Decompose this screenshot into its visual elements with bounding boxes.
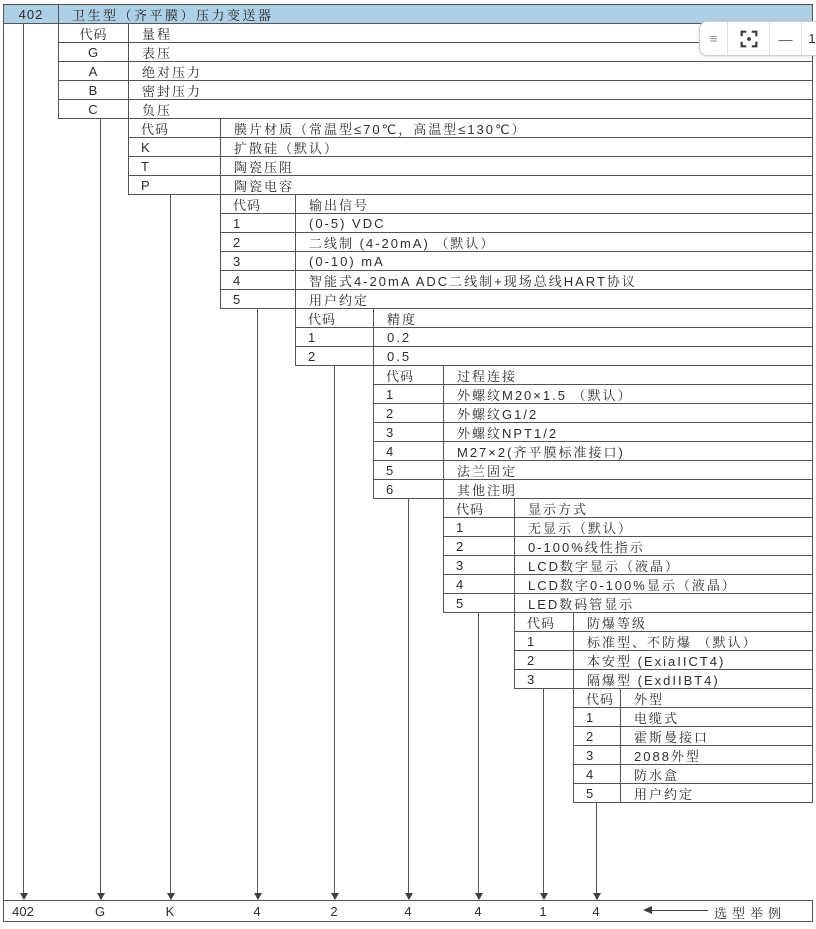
code-value: 3	[233, 253, 242, 269]
label-text: 表压	[142, 45, 173, 61]
label-cell	[221, 157, 812, 175]
section-header-row	[573, 688, 813, 708]
label-text: 外螺纹NPT1/2	[457, 425, 559, 441]
fit-screen-button[interactable]	[727, 22, 769, 55]
code-value: 5	[233, 291, 242, 307]
code-value: 4	[586, 766, 595, 782]
selector-drop-line	[170, 194, 171, 899]
example-code-value: K	[165, 904, 175, 919]
label-text: (0-10) mA	[309, 253, 385, 269]
label-text: 卫生型（齐平膜）压力变送器	[72, 7, 274, 23]
code-cell	[444, 575, 515, 593]
label-text: 过程连接	[457, 368, 518, 384]
menu-button[interactable]	[700, 22, 727, 55]
label-cell	[621, 689, 812, 707]
code-value: A	[88, 63, 99, 79]
label-text: M27×2(齐平膜标准接口)	[457, 444, 625, 460]
option-row	[128, 156, 813, 176]
down-arrow-icon	[167, 893, 175, 900]
code-cell	[574, 708, 621, 726]
label-text: 陶瓷压阻	[234, 159, 295, 175]
option-row	[373, 441, 813, 461]
label-cell	[221, 119, 812, 137]
section-header-row	[128, 118, 813, 138]
code-value: 代码	[386, 368, 415, 384]
label-text: 输出信号	[309, 197, 370, 213]
code-cell	[374, 480, 444, 498]
code-cell	[221, 271, 296, 289]
code-cell	[221, 195, 296, 213]
code-value: 4	[386, 443, 395, 459]
option-row	[58, 80, 813, 100]
label-cell	[59, 5, 812, 23]
code-cell	[129, 119, 221, 137]
code-cell	[221, 233, 296, 251]
code-cell	[515, 632, 574, 650]
label-text: 显示方式	[528, 501, 589, 517]
code-value: 1	[527, 633, 536, 649]
section-header-row	[295, 308, 813, 328]
label-cell	[296, 214, 812, 232]
down-arrow-icon	[540, 893, 548, 900]
code-value: 3	[386, 424, 395, 440]
option-row	[443, 593, 813, 613]
code-value: 5	[586, 785, 595, 801]
selector-drop-line	[543, 688, 544, 899]
example-label: 选型举例	[714, 906, 787, 921]
code-value: 3	[586, 747, 595, 763]
label-text: 2088外型	[634, 748, 701, 764]
label-text: 外型	[634, 691, 665, 707]
code-value: 3	[527, 671, 536, 687]
code-value: 代码	[586, 691, 615, 707]
label-cell	[515, 499, 812, 517]
code-value: 4	[456, 576, 465, 592]
option-row	[443, 536, 813, 556]
code-cell	[374, 423, 444, 441]
label-cell	[621, 746, 812, 764]
label-cell	[129, 81, 812, 99]
section-header-row	[220, 194, 813, 214]
label-cell	[444, 461, 812, 479]
code-value: 2	[527, 652, 536, 668]
code-cell	[221, 252, 296, 270]
label-text: 绝对压力	[142, 64, 203, 80]
label-text: (0-5) VDC	[309, 215, 386, 231]
code-value: G	[87, 44, 100, 60]
option-row	[58, 99, 813, 119]
code-value: 4	[233, 272, 242, 288]
label-cell	[374, 309, 812, 327]
option-row	[220, 289, 813, 309]
label-cell	[515, 518, 812, 536]
label-text: LCD数字0-100%显示（液晶）	[528, 577, 737, 593]
label-text: 0.2	[387, 329, 412, 345]
option-row	[443, 517, 813, 537]
code-value: 代码	[233, 197, 262, 213]
label-cell	[444, 385, 812, 403]
label-cell	[621, 708, 812, 726]
label-cell	[296, 195, 812, 213]
label-text: 用户约定	[634, 786, 695, 802]
code-cell	[444, 518, 515, 536]
code-cell	[129, 138, 221, 156]
label-text: 量程	[142, 26, 173, 42]
code-cell	[296, 309, 374, 327]
option-row	[220, 251, 813, 271]
label-text: 陶瓷电容	[234, 178, 295, 194]
code-cell	[444, 556, 515, 574]
code-cell	[574, 746, 621, 764]
example-code-value: 402	[12, 904, 34, 919]
label-cell	[444, 366, 812, 384]
viewer-toolbar	[699, 21, 816, 56]
code-value: 2	[456, 538, 465, 554]
option-row	[295, 327, 813, 347]
code-value: 代码	[456, 501, 485, 517]
left-frame-line	[3, 23, 4, 900]
code-cell	[221, 290, 296, 308]
label-cell	[296, 233, 812, 251]
code-cell	[574, 689, 621, 707]
down-arrow-icon	[405, 893, 413, 900]
selector-drop-line	[478, 612, 479, 899]
label-text: 隔爆型 (ExdIIBT4)	[587, 672, 720, 688]
code-value: C	[88, 101, 99, 117]
option-row	[573, 783, 813, 803]
code-cell	[59, 43, 129, 61]
code-cell	[221, 214, 296, 232]
code-value: 1	[586, 709, 595, 725]
left-arrow-shaft	[650, 910, 708, 911]
zoom-out-button[interactable]	[769, 22, 801, 55]
code-value: P	[141, 177, 151, 193]
option-row	[443, 574, 813, 594]
label-cell	[374, 347, 812, 365]
label-cell	[296, 290, 812, 308]
fit-screen-icon	[738, 28, 760, 50]
label-text: 其他注明	[457, 482, 518, 498]
code-cell	[296, 328, 374, 346]
option-row	[220, 213, 813, 233]
label-cell	[621, 765, 812, 783]
option-row	[573, 707, 813, 727]
option-row	[295, 346, 813, 366]
table-title-row	[3, 4, 813, 24]
example-code-value: 4	[592, 904, 600, 919]
label-cell	[574, 670, 812, 688]
code-value: B	[88, 82, 99, 98]
label-text: 法兰固定	[457, 463, 518, 479]
down-arrow-icon	[475, 893, 483, 900]
option-row	[220, 232, 813, 252]
code-cell	[129, 157, 221, 175]
code-value: 5	[456, 595, 465, 611]
label-cell	[574, 613, 812, 631]
code-value: K	[141, 139, 151, 155]
selector-drop-line	[100, 118, 101, 899]
hamburger-icon: ≡	[709, 31, 718, 46]
code-cell	[4, 5, 59, 23]
label-text: 二线制 (4-20mA) （默认）	[309, 235, 496, 251]
example-code-value: 1	[539, 904, 547, 919]
selector-drop-line	[334, 365, 335, 899]
down-arrow-icon	[331, 893, 339, 900]
code-value: 6	[386, 481, 395, 497]
label-text: 扩散硅（默认）	[234, 140, 340, 156]
label-cell	[444, 442, 812, 460]
option-row	[128, 175, 813, 195]
label-text: 密封压力	[142, 83, 203, 99]
code-value: 2	[233, 234, 242, 250]
label-cell	[296, 252, 812, 270]
label-text: 负压	[142, 102, 173, 118]
option-row	[373, 460, 813, 480]
code-value: 5	[386, 462, 395, 478]
label-text: 外螺纹G1/2	[457, 406, 539, 422]
label-cell	[515, 537, 812, 555]
code-cell	[574, 784, 621, 802]
code-cell	[444, 537, 515, 555]
code-value: 2	[386, 405, 395, 421]
code-value: 代码	[308, 311, 337, 327]
code-cell	[444, 594, 515, 612]
option-row	[573, 726, 813, 746]
code-cell	[59, 81, 129, 99]
label-cell	[515, 556, 812, 574]
code-value: 1	[456, 519, 465, 535]
page-number[interactable]: 1	[801, 22, 816, 55]
down-arrow-icon	[593, 893, 601, 900]
code-value: 1	[308, 329, 317, 345]
label-cell	[296, 271, 812, 289]
option-row	[220, 270, 813, 290]
option-row	[373, 384, 813, 404]
option-row	[514, 669, 813, 689]
label-cell	[129, 100, 812, 118]
down-arrow-icon	[20, 893, 28, 900]
code-cell	[59, 24, 129, 42]
code-value: 2	[308, 348, 317, 364]
label-cell	[574, 651, 812, 669]
option-row	[373, 479, 813, 499]
code-value: 代码	[141, 121, 170, 137]
example-code-value: 4	[253, 904, 261, 919]
code-cell	[374, 404, 444, 422]
code-cell	[374, 385, 444, 403]
minus-icon: —	[778, 30, 793, 47]
selector-drop-line	[23, 23, 24, 899]
code-value: 1	[233, 215, 242, 231]
down-arrow-icon	[97, 893, 105, 900]
code-value: T	[141, 158, 150, 174]
label-cell	[221, 138, 812, 156]
code-cell	[59, 100, 129, 118]
label-text: 标准型、不防爆 （默认）	[587, 634, 758, 650]
code-value: 402	[18, 6, 44, 22]
section-header-row	[443, 498, 813, 518]
label-text: 本安型 (ExiaIICT4)	[587, 653, 726, 669]
code-cell	[515, 670, 574, 688]
code-cell	[574, 727, 621, 745]
selector-drop-line	[408, 498, 409, 899]
example-code-value: G	[94, 904, 106, 919]
section-header-row	[373, 365, 813, 385]
label-cell	[221, 176, 812, 194]
down-arrow-icon	[254, 893, 262, 900]
label-text: 霍斯曼接口	[634, 729, 710, 745]
code-value: 代码	[527, 615, 556, 631]
label-text: 外螺纹M20×1.5 （默认）	[457, 387, 633, 403]
label-cell	[444, 480, 812, 498]
label-text: 0.5	[387, 348, 412, 364]
code-cell	[296, 347, 374, 365]
label-text: 用户约定	[309, 292, 370, 308]
option-row	[573, 745, 813, 765]
label-cell	[444, 423, 812, 441]
label-text: 0-100%线性指示	[528, 539, 645, 555]
option-row	[128, 137, 813, 157]
option-row	[373, 403, 813, 423]
label-cell	[129, 62, 812, 80]
label-cell	[574, 632, 812, 650]
code-value: 1	[386, 386, 395, 402]
label-cell	[515, 594, 812, 612]
code-cell	[374, 461, 444, 479]
example-code-value: 4	[474, 904, 482, 919]
label-cell	[621, 784, 812, 802]
example-code-value: 4	[404, 904, 412, 919]
code-cell	[374, 442, 444, 460]
label-text: LED数码管显示	[528, 596, 635, 612]
label-cell	[444, 404, 812, 422]
label-text: 无显示（默认）	[528, 520, 634, 536]
code-value: 3	[456, 557, 465, 573]
label-text: 智能式4-20mA ADC二线制+现场总线HART协议	[309, 273, 637, 289]
code-cell	[374, 366, 444, 384]
label-text: 电缆式	[634, 710, 680, 726]
label-text: 膜片材质（常温型≤70℃，高温型≤130℃）	[234, 121, 527, 137]
option-row	[514, 631, 813, 651]
example-code-value: 2	[330, 904, 338, 919]
label-text: LCD数字显示（液晶）	[528, 558, 681, 574]
label-text: 防水盒	[634, 767, 680, 783]
code-cell	[574, 765, 621, 783]
code-cell	[444, 499, 515, 517]
label-text: 防爆等级	[587, 615, 648, 631]
option-row	[514, 650, 813, 670]
selector-drop-line	[257, 308, 258, 899]
code-value: 代码	[79, 26, 108, 42]
label-text: 精度	[387, 311, 418, 327]
code-value: 2	[586, 728, 595, 744]
option-row	[573, 764, 813, 784]
code-cell	[515, 613, 574, 631]
section-header-row	[514, 612, 813, 632]
code-cell	[129, 176, 221, 194]
option-row	[443, 555, 813, 575]
option-row	[58, 61, 813, 81]
option-row	[373, 422, 813, 442]
label-cell	[515, 575, 812, 593]
selector-drop-line	[596, 802, 597, 899]
code-cell	[515, 651, 574, 669]
label-cell	[621, 727, 812, 745]
code-cell	[59, 62, 129, 80]
label-cell	[374, 328, 812, 346]
